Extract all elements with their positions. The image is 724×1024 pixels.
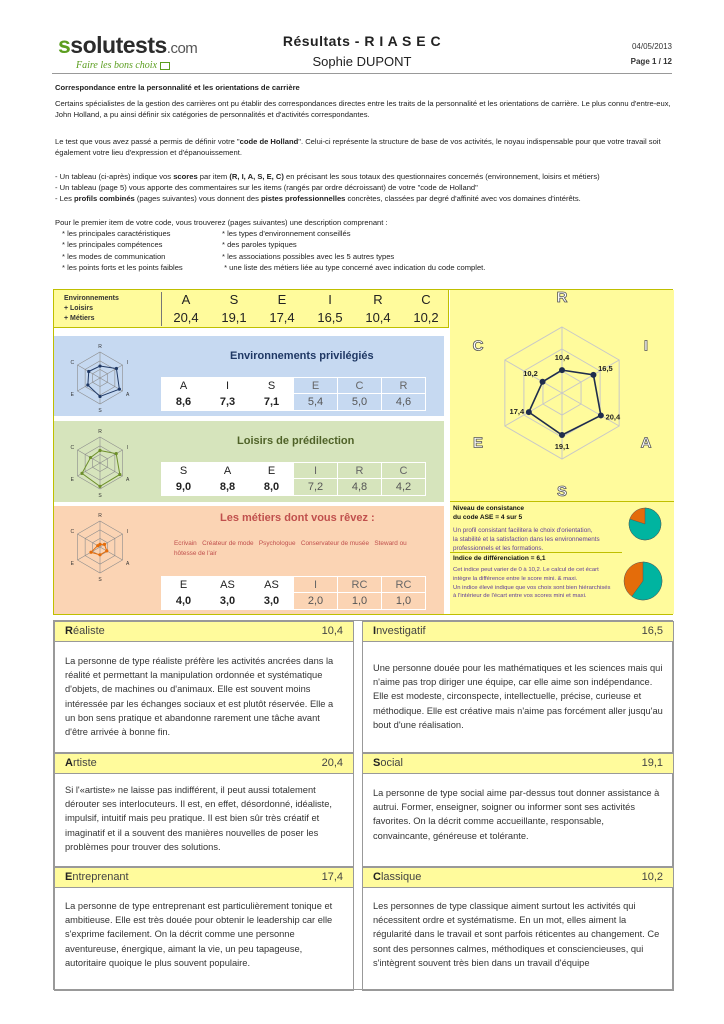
radar-data-point — [559, 432, 565, 438]
mini-radar-point — [98, 449, 101, 452]
text-line: intègre la différence entre le score mini. & maxi. — [453, 575, 578, 582]
consistance-panel — [450, 501, 674, 614]
mini-radar-point — [98, 395, 101, 398]
score-value: 4,8 — [338, 479, 382, 496]
text-span: - Un tableau (ci-après) indique vos — [55, 172, 174, 181]
mini-radar-axis-letter: E — [70, 477, 74, 483]
consistance-title — [453, 504, 524, 522]
text-line: à l'intérieur de l'écart entre vos scores mini et maxi. — [453, 593, 587, 600]
radar-data-point — [526, 409, 532, 415]
radar-axis-letter: A — [640, 434, 652, 452]
type-score: 10,4 — [321, 625, 343, 637]
score-value: 5,0 — [338, 394, 382, 411]
mini-radar-axis-letter: I — [127, 529, 129, 535]
intro-paragraph-1: Certains spécialistes de la gestion des carrières ont pu établir des correspondances directes entre les traits de la personnalité et les orientations de carrière. Le plus connu d'entre-eux, John Holland, a pu ainsi définir six catégories de personnalités et d'activités correspondantes. — [55, 99, 671, 120]
mini-radar-point — [115, 367, 118, 370]
type-name — [373, 625, 426, 637]
type-card-investigatif — [362, 621, 674, 753]
score-letter: E — [294, 378, 338, 394]
mini-radar-axis-letter: S — [98, 577, 102, 583]
totals-panel — [54, 290, 449, 328]
environnements-mini-radar — [62, 341, 138, 415]
score-letter: C — [338, 378, 382, 394]
type-name — [373, 757, 403, 769]
score-value: 1,0 — [338, 593, 382, 610]
total-value: 10,4 — [365, 310, 391, 325]
radar-data-label: 10,2 — [523, 368, 538, 378]
type-initial: R — [65, 625, 73, 637]
type-header — [55, 754, 353, 774]
score-letter: I — [294, 577, 338, 593]
type-header — [363, 868, 673, 888]
total-value: 20,4 — [173, 310, 199, 325]
type-description: La personne de type réaliste préfère les activités ancrées dans la réalité et permettant la manipulation ordonnée et systématique d'objets, de machines ou d'animaux. Elle est souvent moins intéressée par les échanges sociaux et est plutôt réservée. Elle a un bon sens pratique et abandonne rarement une tâche avant d'être arrivée à bonne fin. — [65, 656, 334, 738]
label-environnements: Environnements — [64, 295, 119, 302]
type-name-rest: lassique — [380, 871, 422, 883]
text-span: concrètes, classées par degré d'affinité avec vos domaines d'intérêts. — [345, 194, 581, 203]
type-description: La personne de type entreprenant est particulièrement tonique et ambitieuse. Elle est très douée pour obtenir le leadership car elle s'exprime facilement. On la décrit comme une personne aventureuse, énergique, aimant la vie, un peu tapageuse, autoritaire quoique le plus souvent populaire. — [65, 901, 333, 968]
job-item: Steward ou — [374, 540, 407, 547]
type-name-rest: ocial — [380, 757, 403, 769]
mini-radar-point — [98, 364, 101, 367]
mini-radar-point — [105, 549, 108, 552]
differenciation-text — [453, 566, 611, 601]
score-letter: RC — [382, 577, 426, 593]
type-header — [363, 622, 673, 642]
score-value: 8,0 — [250, 479, 294, 496]
divider — [450, 552, 622, 553]
radar-axis-letter: R — [556, 290, 568, 306]
text-span: ". Celui-ci représente la structure de base de vos activités, le noyau indispensable pour que votre travail soit également votre lieu d'expression et d'épanouissement. — [55, 137, 661, 158]
mini-radar-point — [89, 456, 92, 459]
intro-paragraph-4: Pour le premier item de votre code, vous trouverez (pages suivantes) une description comprenant : — [55, 218, 388, 227]
mini-radar-point — [86, 383, 89, 386]
job-item: hôtesse de l'air — [174, 550, 217, 557]
type-name — [65, 757, 97, 769]
loisirs-mini-radar — [62, 426, 138, 500]
score-letter: I — [294, 463, 338, 479]
metiers-mini-radar — [62, 510, 138, 584]
loisirs-scores — [161, 462, 426, 496]
radar-data-label: 16,5 — [598, 363, 613, 373]
environnements-panel — [54, 336, 444, 416]
total-letter: S — [229, 292, 239, 307]
type-initial: I — [373, 625, 377, 637]
radar-data-point — [559, 367, 565, 373]
type-initial: C — [373, 871, 381, 883]
type-description: La personne de type social aime par-dessus tout donner assistance à autrui. Former, enseigner, soigner ou informer sont ses activités favorites. On la décrit comme accueillante, responsable, convaincante, généreuse et tolérante. — [373, 788, 660, 841]
type-card-artiste — [54, 753, 354, 867]
mini-radar-point — [98, 553, 101, 556]
type-score: 10,2 — [641, 871, 663, 883]
score-letter: S — [162, 463, 206, 479]
type-score: 19,1 — [641, 757, 663, 769]
type-name-rest: nvestigatif — [376, 625, 426, 637]
text-span: pistes professionnelles — [261, 194, 346, 203]
total-letter: A — [181, 292, 191, 307]
mini-radar-axis-letter: I — [127, 445, 129, 451]
score-value: 3,0 — [206, 593, 250, 610]
score-value: 7,3 — [206, 394, 250, 411]
type-header — [55, 622, 353, 642]
environnements-title: Environnements privilégiés — [230, 350, 374, 362]
total-value: 16,5 — [317, 310, 343, 325]
person-name: Sophie DUPONT — [312, 54, 412, 69]
totals-label — [64, 294, 119, 324]
loisirs-title: Loisirs de prédilection — [237, 435, 355, 447]
type-header — [55, 868, 353, 888]
score-value: 8,8 — [206, 479, 250, 496]
intro-paragraph-2 — [55, 136, 673, 159]
metiers-scores — [161, 576, 426, 610]
mini-radar-axis-letter: A — [126, 561, 130, 567]
logo-text: solutests — [70, 32, 167, 58]
type-name — [65, 625, 105, 637]
score-letter: C — [382, 463, 426, 479]
environnements-scores — [161, 377, 426, 411]
radar-axis-letter: S — [556, 483, 568, 500]
type-description: Une personne douée pour les mathématiques et les sciences mais qui n'aime pas trop diriger une équipe, car elle aime son indépendance. Elle est modeste, circonspecte, intellectuelle, précise, curieuse et méthodique. Elle est créative mais n'aime pas forcément aller jusqu'au bout d'une réalisation. — [373, 663, 663, 730]
riasec-types — [53, 620, 673, 990]
type-name — [65, 871, 129, 883]
page-number: Page 1 / 12 — [630, 57, 672, 66]
intro-list-item-2: - Un tableau (page 5) vous apporte des commentaires sur les items (rangés par ordre décroissant) de votre "code de Holland" — [55, 183, 478, 192]
job-item: Créateur de mode — [202, 540, 254, 547]
score-value: 7,1 — [250, 394, 294, 411]
bullet-left: * les principales caractéristiques — [62, 229, 171, 238]
type-name-rest: rtiste — [72, 757, 97, 769]
mini-radar-axis-letter: R — [98, 344, 102, 350]
type-initial: S — [373, 757, 381, 769]
bullet-right: * les types d'environnement conseillés — [222, 229, 351, 238]
type-header — [363, 754, 673, 774]
type-score: 20,4 — [321, 757, 343, 769]
bullet-left: * les principales compétences — [62, 240, 163, 250]
consistance-title-line-2: du code ASE = 4 sur 5 — [453, 514, 523, 521]
text-span: par item — [197, 172, 230, 181]
type-card-entreprenant — [54, 867, 354, 991]
differenciation-pie-chart — [622, 560, 664, 602]
type-initial: A — [65, 757, 73, 769]
score-letter: AS — [250, 577, 294, 593]
radar-data-point — [590, 372, 596, 378]
score-value: 4,0 — [162, 593, 206, 610]
text-line: la stabilité et la satisfaction dans les environnements — [453, 536, 600, 543]
score-letter: A — [206, 463, 250, 479]
score-value: 2,0 — [294, 593, 338, 610]
metiers-title: Les métiers dont vous rêvez : — [220, 512, 375, 524]
header-divider — [52, 73, 672, 74]
job-item: Ecrivain — [174, 540, 197, 547]
score-value: 9,0 — [162, 479, 206, 496]
total-value: 17,4 — [269, 310, 295, 325]
text-line: Un indice élevé indique que vos choix sont bien hiérarchisés — [453, 584, 611, 591]
type-score: 16,5 — [641, 625, 663, 637]
type-description: Les personnes de type classique aiment surtout les activités qui nécessitent ordre et systématisme. En un mot, elles aiment la régularité dans le travail et sont parfois réticentes au changement. Ce sont des personnes calmes, méthodiques et consciencieuses, qui s'intègrent souvent très bien dans un travail d'équipe — [373, 901, 660, 968]
score-value: 5,4 — [294, 394, 338, 411]
riasec-radar-panel — [450, 290, 674, 501]
score-letter: E — [250, 463, 294, 479]
type-name-rest: ntreprenant — [72, 871, 129, 883]
totals-letters — [162, 292, 450, 307]
type-name — [373, 871, 421, 883]
job-item: Psychologue — [258, 540, 296, 547]
text-line: professionnels et les formations. — [453, 545, 544, 552]
score-letter: S — [250, 378, 294, 394]
radar-axis-letter: C — [472, 337, 484, 355]
score-value: 7,2 — [294, 479, 338, 496]
score-value: 3,0 — [250, 593, 294, 610]
text-line: Cet indice peut varier de 0 à 10,2. Le calcul de cet écart — [453, 567, 599, 573]
mini-radar-axis-letter: R — [98, 429, 102, 435]
total-value: 19,1 — [221, 310, 247, 325]
mini-radar-axis-letter: E — [70, 561, 74, 567]
text-span: profils combinés — [74, 194, 135, 203]
report-date: 04/05/2013 — [631, 42, 672, 51]
score-letter: R — [338, 463, 382, 479]
metiers-panel — [54, 506, 444, 614]
bullet-right: * une liste des métiers liée au type concerné avec indication du code complet. — [222, 263, 486, 273]
type-name-rest: éaliste — [72, 625, 105, 637]
logo-domain: .com — [166, 40, 198, 57]
text-span: (pages suivantes) vous donnent des — [134, 194, 261, 203]
text-line: Un profil consistant facilitera le choix d'orientation, — [453, 527, 593, 534]
score-value: 4,6 — [382, 394, 426, 411]
text-span: en précisant les sous totaux des questionnaires concernés (environnement, loisirs et métiers) — [283, 172, 600, 181]
mini-radar-point — [96, 544, 99, 547]
text-span: (R, I, A, S, E, C) — [229, 172, 284, 181]
mini-radar-axis-letter: A — [126, 477, 130, 483]
total-letter: I — [328, 292, 332, 307]
type-initial: E — [65, 871, 73, 883]
riasec-radar-chart — [450, 290, 674, 501]
bullet-right: * des paroles typiques — [222, 240, 297, 250]
mini-radar-axis-letter: A — [126, 392, 130, 398]
radar-data-label: 19,1 — [554, 442, 570, 452]
description-bullets — [62, 228, 662, 274]
mini-radar-point — [89, 551, 92, 554]
score-value: 8,6 — [162, 394, 206, 411]
score-letter: AS — [206, 577, 250, 593]
mini-radar-axis-letter: C — [70, 529, 75, 535]
text-span: scores — [173, 172, 198, 181]
type-card-realiste — [54, 621, 354, 753]
total-letter: E — [277, 292, 287, 307]
text-span: code de Holland — [239, 137, 299, 146]
type-score: 17,4 — [321, 871, 343, 883]
score-letter: A — [162, 378, 206, 394]
mini-radar-point — [87, 370, 90, 373]
mini-radar-point — [98, 485, 101, 488]
job-item: Conservateur de musée — [300, 540, 370, 547]
score-letter: I — [206, 378, 250, 394]
radar-data-point — [540, 379, 546, 385]
intro-list-item-3 — [55, 193, 673, 204]
bullet-right: * les associations possibles avec les 5 autres types — [222, 251, 395, 261]
mini-radar-point — [118, 473, 121, 476]
score-letter: RC — [338, 577, 382, 593]
score-letter: R — [382, 378, 426, 394]
intro-heading: Correspondance entre la personnalité et les orientations de carrière — [55, 83, 300, 92]
label-loisirs: + Loisirs — [64, 305, 93, 312]
mini-radar-point — [118, 388, 121, 391]
metiers-jobs — [174, 539, 429, 559]
consistance-title-line-1: Niveau de consistance — [453, 505, 525, 512]
type-card-social — [362, 753, 674, 867]
page-title: Résultats - R I A S E C — [282, 33, 442, 49]
totals-values — [162, 310, 450, 325]
mini-radar-axis-letter: S — [98, 408, 102, 414]
consistance-text — [453, 526, 600, 553]
total-value: 10,2 — [413, 310, 439, 325]
type-description: Si l'«artiste» ne laisse pas indifférent, il peut aussi totalement dérouter ses interlocuteurs. Il est, en effet, désordonné, idéaliste, impulsif, intuitif mais peu pratique. Il est bien sûr très créatif et imaginatif et il a souvent des manières nouvelles de poser les problèmes pour trouver des solutions. — [65, 785, 333, 852]
type-card-classique — [362, 867, 674, 991]
bullet-left: * les modes de communication — [62, 251, 166, 261]
mini-radar-axis-letter: E — [70, 392, 74, 398]
text-span: Le test que vous avez passé a permis de définir votre " — [55, 137, 240, 146]
total-letter: R — [373, 292, 383, 307]
score-value: 1,0 — [382, 593, 426, 610]
score-value: 4,2 — [382, 479, 426, 496]
radar-data-point — [598, 412, 604, 418]
mini-radar-axis-letter: S — [98, 493, 102, 499]
score-letter: E — [162, 577, 206, 593]
differenciation-title: Indice de différenciation = 6,1 — [453, 555, 546, 562]
total-letter: C — [421, 292, 431, 307]
radar-data-label: 20,4 — [605, 412, 621, 422]
loisirs-panel — [54, 421, 444, 502]
mini-radar-axis-letter: I — [127, 360, 129, 366]
riasec-summary — [53, 289, 673, 615]
logo-initial: s — [58, 32, 71, 58]
radar-data-label: 17,4 — [509, 407, 525, 417]
label-metiers: + Métiers — [64, 315, 95, 322]
consistance-pie-chart — [627, 506, 663, 542]
bullet-left: * les points forts et les points faibles — [62, 263, 183, 273]
mini-radar-axis-letter: C — [70, 445, 75, 451]
radar-data-label: 10,4 — [554, 353, 570, 363]
mini-radar-point — [115, 452, 118, 455]
mini-radar-point — [103, 543, 106, 546]
mini-radar-point — [80, 472, 83, 475]
mini-radar-axis-letter: R — [98, 513, 102, 519]
logo-tagline: Faire les bons choix — [76, 60, 158, 71]
text-span: - Les — [55, 194, 74, 203]
radar-axis-letter: I — [643, 337, 649, 355]
intro-list-item-1 — [55, 171, 673, 182]
mini-radar-axis-letter: C — [70, 360, 75, 366]
radar-axis-letter: E — [472, 434, 484, 452]
